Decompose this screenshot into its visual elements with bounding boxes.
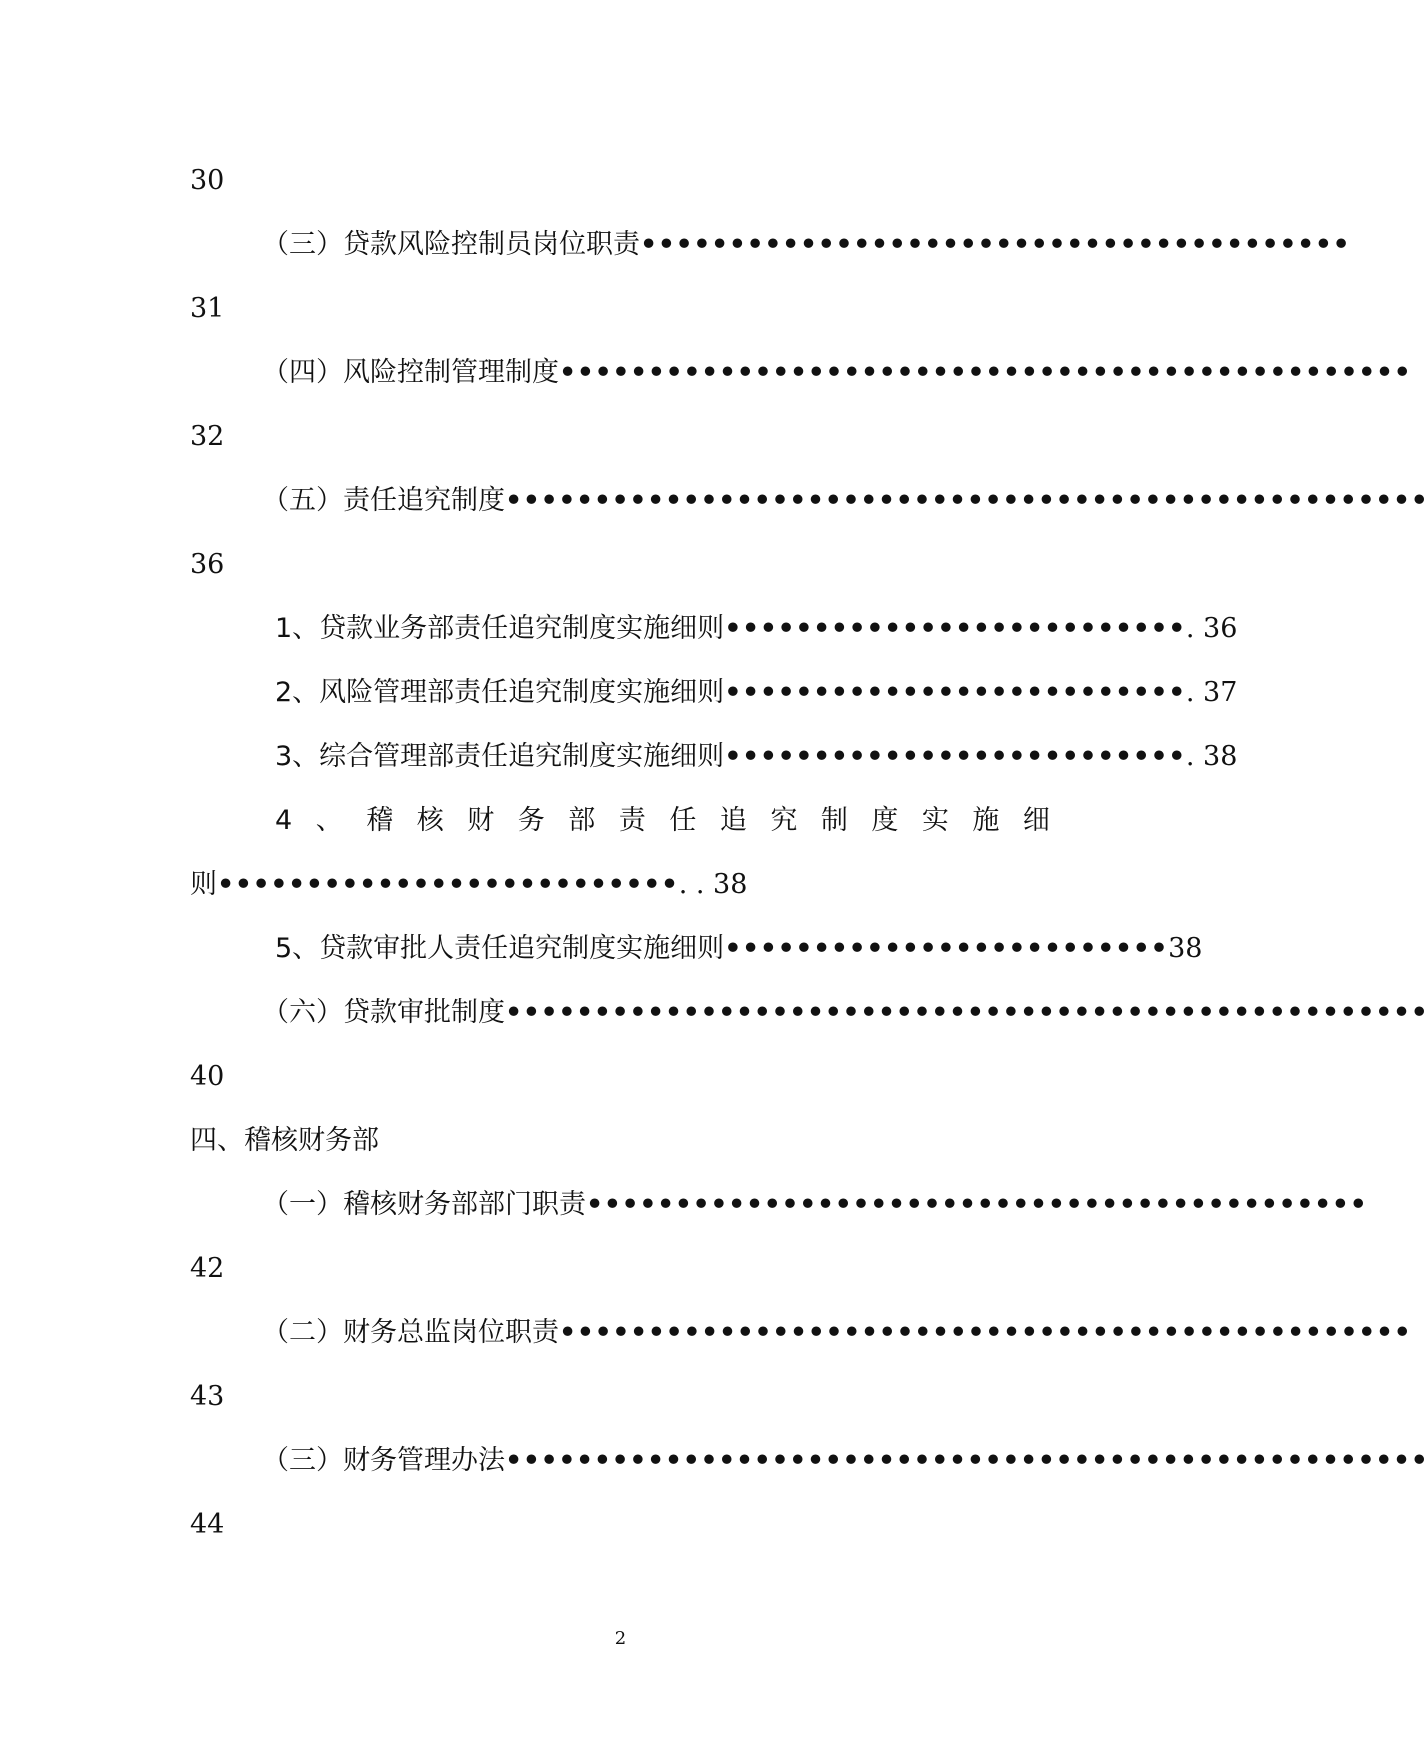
toc-entry[interactable] [262,478,1428,524]
page-ref: . 37 [1185,677,1238,708]
toc-char: 细 [1022,805,1050,836]
toc-leader: •••••••••••••••••••••••••••••••••••••••••••••••••••• [505,485,1428,516]
toc-entry[interactable] [275,670,1238,716]
toc-entry-label: （二）财务总监岗位职责 [262,1317,559,1348]
toc-entry-label: （六）贷款审批制度 [262,997,505,1028]
toc-entry-continuation[interactable] [190,862,1050,908]
toc-entry-label: （三）贷款风险控制员岗位职责 [262,229,640,260]
toc-char: 财 [467,805,495,836]
toc-entry[interactable] [262,350,1412,396]
toc-page-number [190,158,1050,204]
toc-entry[interactable] [262,1182,1368,1228]
toc-char: 、 [315,805,343,836]
page-ref: 42 [190,1253,225,1284]
toc-leader: ••••••••••••••••••••••••• [724,933,1169,964]
toc-entry-justified[interactable] [275,798,1050,844]
toc-leader: •••••••••••••••••••••••••• [217,869,679,900]
toc-entry[interactable] [262,1310,1412,1356]
toc-entry[interactable] [275,606,1238,652]
toc-leader: •••••••••••••••••••••••••• [724,677,1186,708]
page-ref: 32 [190,421,225,452]
page-ref: 31 [190,293,225,324]
page-ref: . 36 [1185,613,1238,644]
toc-char: 制 [820,805,848,836]
toc-leader: •••••••••••••••••••••••••••••••••••••••••••• [586,1189,1368,1220]
toc-entry-label: 1、贷款业务部责任追究制度实施细则 [275,613,725,644]
toc-entry[interactable] [275,926,1203,972]
page-ref: 38 [1168,933,1203,964]
toc-char: 度 [871,805,899,836]
page-ref: 43 [190,1381,225,1412]
toc-entry-label: 2、风险管理部责任追究制度实施细则 [275,677,725,708]
toc-page-number [190,1374,1050,1420]
page-ref: 30 [190,165,225,196]
toc-page-number [190,542,1050,588]
toc-page-number [190,1246,1050,1292]
toc-entry[interactable] [262,990,1428,1036]
toc-leader: •••••••••••••••••••••••••••••••••••••••••••••••••••• [505,997,1428,1028]
toc-section-heading[interactable] [190,1118,1050,1164]
toc-leader: •••••••••••••••••••••••••••••••••••••••••••••••• [559,357,1412,388]
toc-char: 稽 [366,805,394,836]
toc-leader: •••••••••••••••••••••••••••••••••••••••••••••••••••• [505,1445,1428,1476]
page-ref: 36 [190,549,225,580]
toc-page-number [190,414,1050,460]
toc-char: 务 [517,805,545,836]
toc-leader: •••••••••••••••••••••••••••••••••••••••••••••••• [559,1317,1412,1348]
toc-page-number [190,1502,1050,1548]
section-title: 四、稽核财务部 [190,1125,379,1156]
page-ref: 40 [190,1061,225,1092]
toc-page-number [190,286,1050,332]
toc-entry[interactable] [275,734,1238,780]
toc-char: 任 [669,805,697,836]
toc-page-number [190,1054,1050,1100]
page-ref: . . 38 [678,869,748,900]
toc-entry-label: （五）责任追究制度 [262,485,505,516]
toc-char: 实 [921,805,949,836]
toc-entry-label: 则 [190,869,217,900]
toc-char: 究 [770,805,798,836]
toc-leader: •••••••••••••••••••••••••••••••••••••••• [640,229,1351,260]
page-ref: 44 [190,1509,225,1540]
toc-char: 核 [416,805,444,836]
toc-char: 追 [719,805,747,836]
toc-leader: •••••••••••••••••••••••••• [724,613,1186,644]
page-ref: . 38 [1185,741,1238,772]
toc-entry[interactable] [262,1438,1428,1484]
toc-char: 4 [275,805,293,836]
toc-char: 部 [568,805,596,836]
toc-char: 施 [972,805,1000,836]
toc-entry-label: （一）稽核财务部部门职责 [262,1189,586,1220]
toc-entry-label: （三）财务管理办法 [262,1445,505,1476]
toc-entry-label: 3、综合管理部责任追究制度实施细则 [275,741,725,772]
toc-entry-label: （四）风险控制管理制度 [262,357,559,388]
toc-entry[interactable] [262,222,1351,268]
toc-entry-label: 5、贷款审批人责任追究制度实施细则 [275,933,725,964]
page-footer-number: 2 [614,1628,627,1649]
toc-leader: •••••••••••••••••••••••••• [724,741,1186,772]
toc-char: 责 [618,805,646,836]
